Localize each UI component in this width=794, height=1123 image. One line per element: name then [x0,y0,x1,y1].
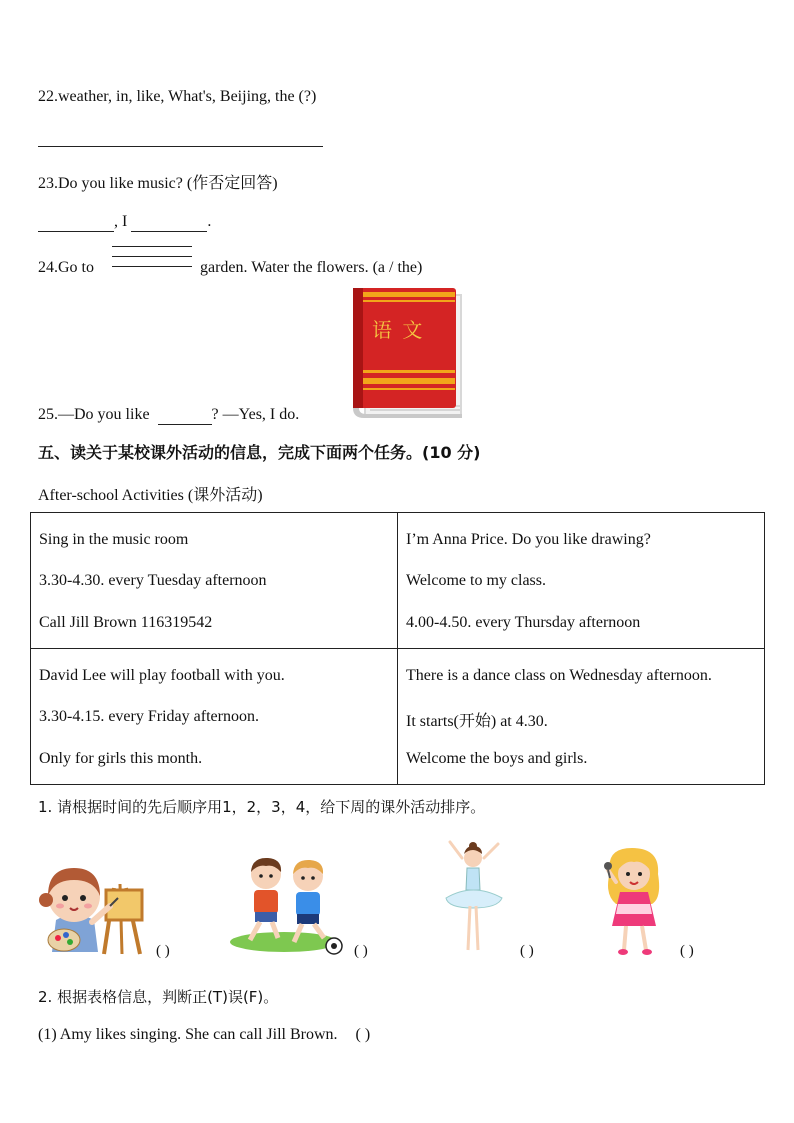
cell-line: Welcome the boys and girls. [406,750,588,767]
chinese-book-icon [350,286,466,422]
question-23-blank-2[interactable] [131,213,207,232]
cell-line: 4.00-4.50. every Thursday afternoon [406,614,641,631]
cell-line: It starts(开始) at 4.30. [406,713,548,730]
task-2-question-1-paren[interactable]: ( ) [355,1026,371,1043]
question-23-blank-1[interactable] [38,213,114,232]
picture-4-answer-paren[interactable]: ( ) [680,943,694,959]
question-23-end: . [207,213,212,230]
cell-line: 3.30-4.15. every Friday afternoon. [39,708,259,725]
cell-line: There is a dance class on Wednesday afternoon. [406,667,712,684]
question-23 [38,170,278,193]
cell-line: David Lee will play football with you. [39,667,285,684]
cell-line: Call Jill Brown 116319542 [39,614,213,631]
question-24-blank-line-3[interactable] [112,266,192,267]
cell-line: 3.30-4.30. every Tuesday afternoon [39,572,267,589]
question-22-answer-line[interactable] [38,146,323,147]
girl-painting-icon [34,860,152,956]
boys-football-icon [228,852,346,956]
activity-cell-football [31,649,398,785]
task-2-question-1 [38,1026,370,1044]
question-22 [38,88,316,106]
question-23-text: 23.Do you like music? (作否定回答) [38,175,278,192]
question-25-mid: ? —Yes, I do. [211,406,300,423]
cell-line: Sing in the music room [39,531,189,548]
question-23-sep: , I [114,213,128,230]
ballet-dancer-icon [432,838,516,956]
question-23-answer [38,213,211,232]
task-1-text: 1. 请根据时间的先后顺序用1，2，3，4，给下周的课外活动排序。 [38,798,486,816]
picture-3-answer-paren[interactable]: ( ) [520,943,534,959]
activities-title: After-school Activities (课外活动) [38,487,263,504]
activity-cell-dance [398,649,765,785]
question-24-blank-line-2[interactable] [112,256,192,257]
cell-line: Only for girls this month. [39,750,203,767]
question-24 [38,259,94,277]
question-24-blank-line-1[interactable] [112,246,192,247]
activity-cell-drawing [398,513,765,649]
activity-cell-singing [31,513,398,649]
question-25-prefix: 25.—Do you like [38,406,150,423]
question-25 [38,406,299,425]
book-title: 语 文 [372,318,425,342]
activities-table [30,512,765,785]
question-24-suffix [200,259,422,277]
question-24-prefix: 24.Go to [38,259,94,276]
task-2-question-1-text: (1) Amy likes singing. She can call Jill Brown. [38,1026,338,1043]
question-22-text: 22.weather, in, like, What's, Beijing, the (?) [38,88,317,105]
picture-1-answer-paren[interactable]: ( ) [156,943,170,959]
question-24-suffix-text: garden. Water the flowers. (a / the) [200,259,423,276]
section-5-title: 五、读关于某校课外活动的信息，完成下面两个任务。(10 分) [38,443,481,462]
cell-line: Welcome to my class. [406,572,547,589]
cell-line: I’m Anna Price. Do you like drawing? [406,531,651,548]
picture-2-answer-paren[interactable]: ( ) [354,943,368,959]
task-2-text: 2. 根据表格信息，判断正(T)误(F)。 [38,988,279,1006]
question-25-blank[interactable] [158,406,212,425]
girl-singing-icon [596,842,676,956]
